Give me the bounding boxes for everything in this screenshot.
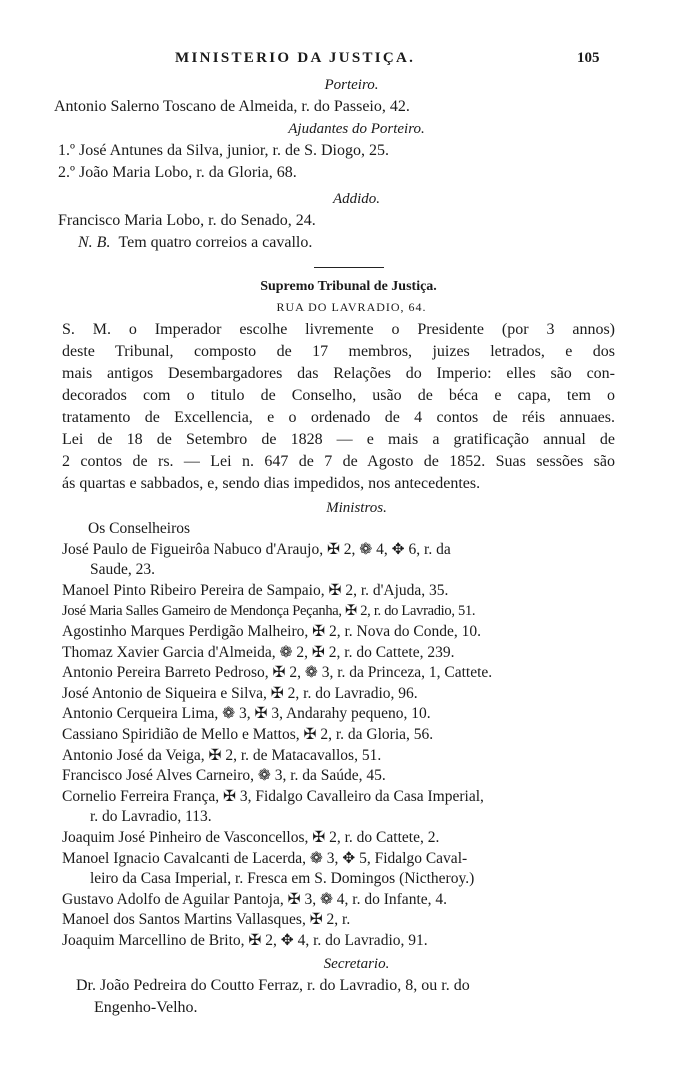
tribunal-title: Supremo Tribunal de Justiça.	[260, 279, 437, 294]
secretario-section	[0, 953, 683, 1019]
list-item: Joaquim José Pinheiro de Vasconcellos, ✠ 2, r. do Cattete, 2.	[62, 828, 440, 846]
porteiro-section	[0, 74, 683, 118]
page-header	[0, 50, 683, 74]
ministros-intro: Os Conselheiros	[88, 520, 191, 537]
list-item: Manoel dos Santos Martins Vallasques, ✠ 2, r.	[62, 911, 351, 929]
addido-line: Francisco Maria Lobo, r. do Senado, 24.	[58, 212, 316, 229]
list-item: Joaquim Marcellino de Brito, ✠ 2, ✥ 4, r. do Lavradio, 91.	[62, 931, 428, 949]
list-item: Thomaz Xavier Garcia d'Almeida, ❁ 2, ✠ 2, r. do Cattete, 239.	[62, 643, 455, 661]
list-item: Manoel Pinto Ribeiro Pereira de Sampaio, ✠ 2, r. d'Ajuda, 35.	[62, 581, 449, 599]
paragraph-line: deste Tribunal, composto de 17 membros, juizes letrados, e dos	[62, 343, 615, 360]
paragraph-line: 2 contos de rs. — Lei n. 647 de 7 de Agosto de 1852. Suas sessões são	[62, 453, 615, 470]
entry-continuation: leiro da Casa Imperial, r. Fresca em S. Domingos (Nictheroy.)	[90, 870, 475, 888]
paragraph-line: mais antigos Desembargadores das Relações do Imperio: elles são con-	[62, 365, 615, 382]
paragraph-line: decorados com o titulo de Conselho, usão de béca e capa, tem o	[62, 387, 615, 404]
secretario-heading: Secretario.	[323, 956, 390, 973]
list-item	[62, 849, 683, 890]
list-item	[62, 787, 683, 828]
section-divider	[314, 267, 384, 268]
secretario-entry	[0, 975, 683, 1019]
tribunal-address: RUA DO LAVRADIO, 64.	[276, 300, 427, 314]
entry-continuation: Saude, 23.	[90, 561, 156, 579]
paragraph-line: Lei de 18 de Setembro de 1828 — e mais a gratificação annual de	[62, 431, 615, 448]
list-item: Antonio Pereira Barreto Pedroso, ✠ 2, ❁ 3, r. da Princeza, 1, Cattete.	[62, 664, 493, 682]
list-item: José Maria Salles Gameiro de Mendonça Peçanha, ✠ 2, r. do Lavradio, 51.	[62, 603, 476, 620]
addido-heading: Addido.	[332, 191, 381, 207]
entry-continuation: r. do Lavradio, 113.	[90, 808, 212, 826]
addido-note	[0, 232, 683, 254]
paragraph-line: tratamento de Excellencia, e o ordenado de 4 contos de réis annuaes.	[62, 409, 615, 426]
ajudantes-section	[0, 118, 683, 184]
note-label: N. B.	[78, 234, 111, 251]
paragraph-line: ás quartas e sabbados, e, sendo dias impedidos, nos antecedentes.	[62, 475, 481, 492]
entry-line: Manoel Ignacio Cavalcanti de Lacerda, ❁ 3, ✥ 5, Fidalgo Caval-	[62, 849, 468, 867]
list-item: José Antonio de Siqueira e Silva, ✠ 2, r. do Lavradio, 96.	[62, 684, 418, 702]
addido-section	[0, 188, 683, 254]
entry-line: José Paulo de Figueirôa Nabuco d'Araujo, ✠ 2, ❁ 4, ✥ 6, r. da	[62, 540, 451, 558]
page-body	[0, 74, 683, 1019]
entry-continuation: Engenho-Velho.	[94, 999, 198, 1017]
list-item: Cassiano Spiridião de Mello e Mattos, ✠ 2, r. da Gloria, 56.	[62, 725, 434, 743]
ajudantes-heading: Ajudantes do Porteiro.	[288, 121, 425, 137]
ministros-list	[0, 519, 683, 951]
ajudante-line: 1.º José Antunes da Silva, junior, r. de S. Diogo, 25.	[58, 142, 389, 159]
list-item: Agostinho Marques Perdigão Malheiro, ✠ 2, r. Nova do Conde, 10.	[62, 622, 481, 640]
list-item: Gustavo Adolfo de Aguilar Pantoja, ✠ 3, ❁ 4, r. do Infante, 4.	[62, 890, 448, 908]
entry-line: Cornelio Ferreira França, ✠ 3, Fidalgo Cavalleiro da Casa Imperial,	[62, 787, 484, 805]
ajudante-line: 2.º João Maria Lobo, r. da Gloria, 68.	[58, 164, 297, 181]
list-item	[62, 540, 683, 581]
list-item: Antonio José da Veiga, ✠ 2, r. de Matacavallos, 51.	[62, 746, 382, 764]
porteiro-heading: Porteiro.	[324, 77, 379, 93]
ministros-section	[0, 497, 683, 951]
ministros-heading: Ministros.	[326, 500, 387, 516]
tribunal-section	[0, 277, 683, 495]
porteiro-line: Antonio Salerno Toscano de Almeida, r. do Passeio, 42.	[54, 98, 410, 115]
tribunal-paragraph	[0, 319, 683, 495]
paragraph-line: S. M. o Imperador escolhe livremente o Presidente (por 3 annos)	[62, 321, 615, 338]
note-text: Tem quatro correios a cavallo.	[118, 234, 313, 251]
entry-line: Dr. João Pedreira do Coutto Ferraz, r. do Lavradio, 8, ou r. do	[76, 977, 470, 995]
list-item: Antonio Cerqueira Lima, ❁ 3, ✠ 3, Andarahy pequeno, 10.	[62, 705, 431, 723]
running-head: MINISTERIO DA JUSTIÇA.	[175, 50, 416, 66]
page-number: 105	[577, 50, 600, 66]
list-item: Francisco José Alves Carneiro, ❁ 3, r. da Saúde, 45.	[62, 767, 386, 785]
